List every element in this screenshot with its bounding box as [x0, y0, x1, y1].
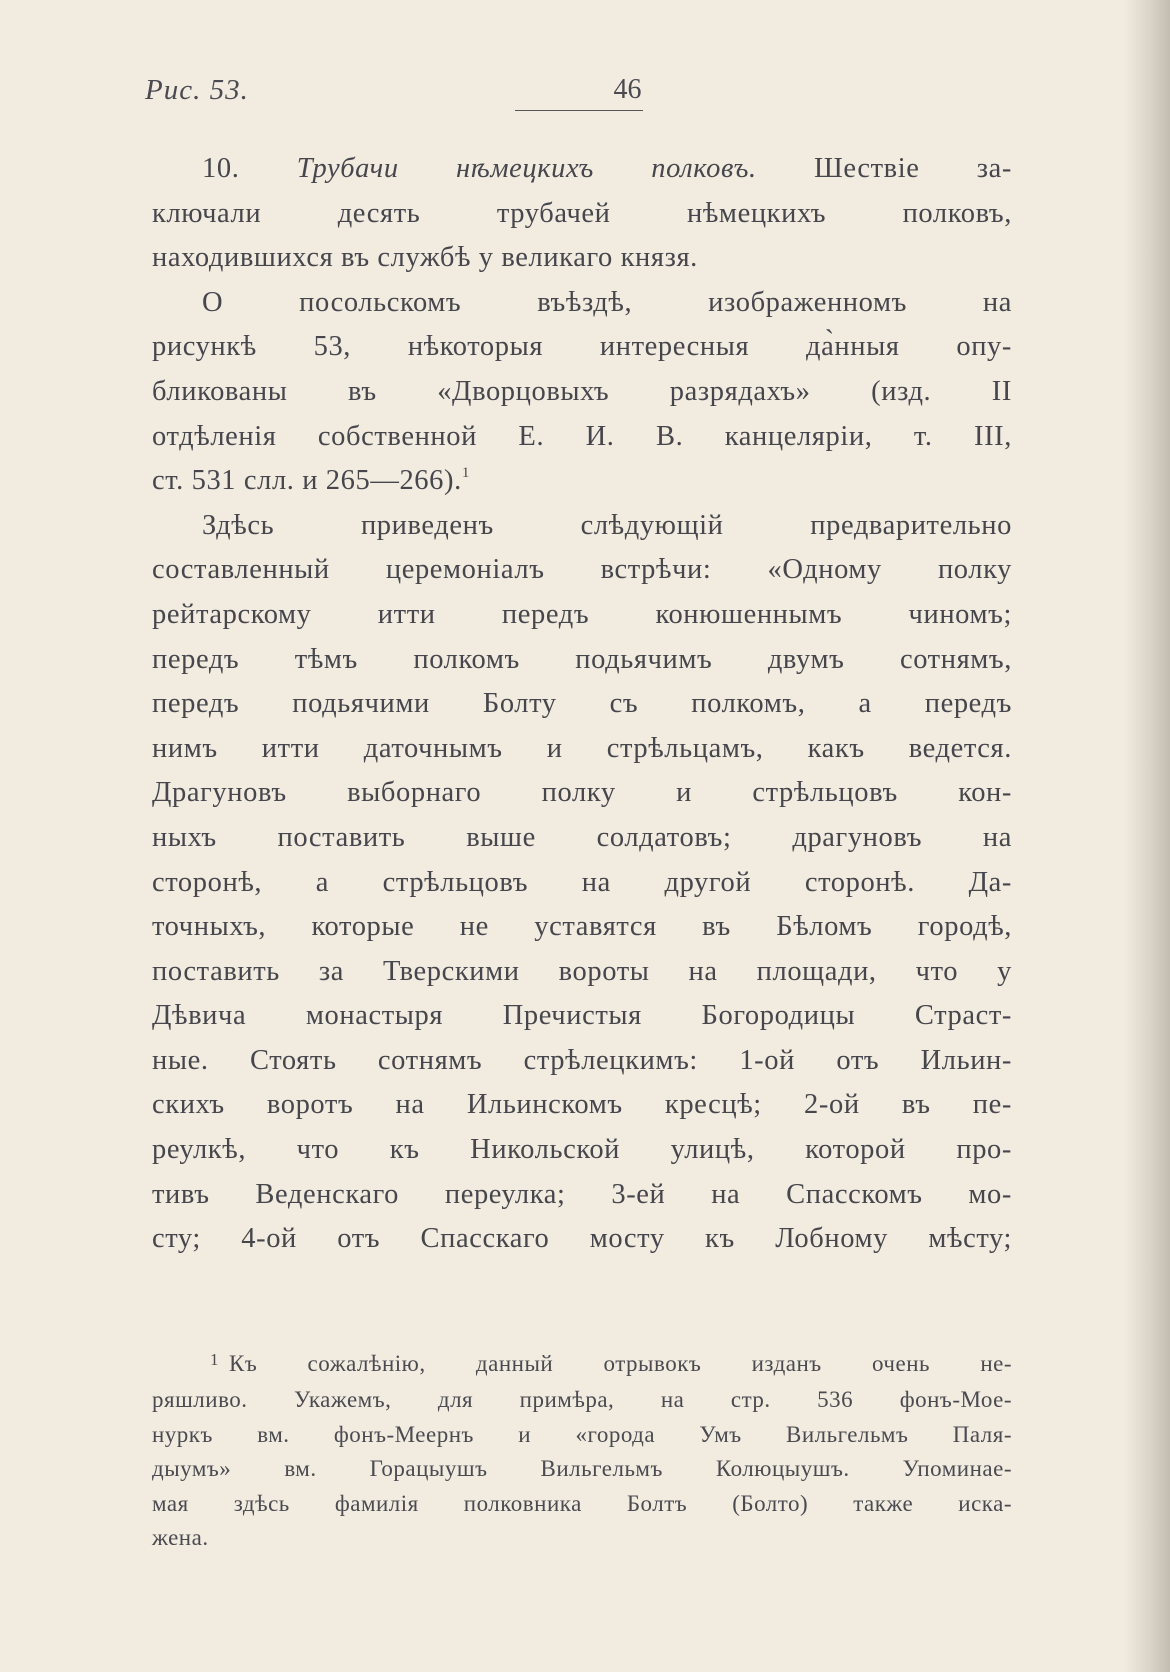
- body-line: [152, 459, 1012, 504]
- body-line-text: ст. 531 слл. и 265—266).: [152, 465, 462, 497]
- footnote-mark: 1: [210, 1350, 219, 1369]
- body-line: Драгуновъ выборнаго полку и стрѣльцовъ кон-: [152, 777, 1012, 809]
- body-line: сту; 4-ой отъ Спасскаго мосту къ Лобному мѣсту;: [152, 1223, 1012, 1255]
- footnote-line: [152, 1347, 1012, 1383]
- body-line: составленный церемоніалъ встрѣчи: «Одному полку: [152, 554, 1012, 586]
- body-line-text: Шествіе за-: [814, 153, 1012, 184]
- body-line: ные. Стоять сотнямъ стрѣлецкимъ: 1-ой отъ Ильин-: [152, 1044, 1012, 1076]
- paragraph-ceremonial: [152, 504, 1012, 1262]
- header-rule: [515, 110, 643, 111]
- body-line: [152, 147, 1012, 192]
- body-line: нимъ итти даточнымъ и стрѣльцамъ, какъ ведется.: [152, 732, 1012, 764]
- body-line: Здѣсь приведенъ слѣдующій предварительно: [202, 509, 1012, 541]
- paragraph-trumpeters: [152, 147, 1012, 281]
- page-edge-shadow: [1124, 0, 1170, 1672]
- page-number: 46: [613, 74, 642, 105]
- body-line: ныхъ поставить выше солдатовъ; драгуновъ на: [152, 821, 1012, 853]
- body-line: поставить за Тверскими вороты на площади, что у: [152, 955, 1012, 987]
- body-line: Дѣвича монастыря Пречистыя Богородицы Страст-: [152, 1000, 1012, 1032]
- body-line: отдѣленія собственной Е. И. В. канцеляріи, т. III,: [152, 420, 1012, 452]
- body-line: О посольскомъ въѣздѣ, изображенномъ на: [202, 286, 1012, 318]
- page-header: [145, 74, 1015, 114]
- body-line: тивъ Веденскаго переулка; 3-ей на Спасскомъ мо-: [152, 1178, 1012, 1210]
- body-line: ключали десять трубачей нѣмецкихъ полковъ,: [152, 197, 1012, 229]
- body-line: рисункѣ 53, нѣкоторыя интересныя да̀нныя опу-: [152, 331, 1012, 363]
- item-heading: Трубачи нѣмецкихъ полковъ.: [296, 153, 757, 184]
- paragraph-embassy-entry: [152, 281, 1012, 504]
- footnote-line-text: Къ сожалѣнію, данный отрывокъ изданъ очень не-: [229, 1351, 1012, 1376]
- body-text: [152, 147, 1012, 1262]
- body-line: рейтарскому итти передъ конюшеннымъ чиномъ;: [152, 598, 1012, 630]
- body-line: передъ подьячими Болту съ полкомъ, а передъ: [152, 688, 1012, 720]
- body-line: сторонѣ, а стрѣльцовъ на другой сторонѣ. Да-: [152, 866, 1012, 898]
- body-line: скихъ воротъ на Ильинскомъ кресцѣ; 2-ой въ пе-: [152, 1089, 1012, 1121]
- item-number: 10.: [202, 153, 240, 184]
- footnote-line: мая здѣсь фамилія полковника Болтъ (Болто) также иска-: [152, 1490, 1012, 1516]
- body-line: бликованы въ «Дворцовыхъ разрядахъ» (изд. II: [152, 375, 1012, 407]
- footnote-line: нуркъ вм. фонъ-Меернъ и «города Умъ Вильгельмъ Паля-: [152, 1421, 1012, 1447]
- body-line: реулкѣ, что къ Никольской улицѣ, которой про-: [152, 1134, 1012, 1166]
- footnote-line: дыумъ» вм. Горацыушъ Вильгельмъ Колюцыушъ. Упоминае-: [152, 1456, 1012, 1482]
- footnote-line: жена.: [152, 1525, 209, 1551]
- footnote: [152, 1347, 1012, 1555]
- body-line: передъ тѣмъ полкомъ подьячимъ двумъ сотнямъ,: [152, 643, 1012, 675]
- body-line: находившихся въ службѣ у великаго князя.: [152, 242, 698, 274]
- footnote-line: ряшливо. Укажемъ, для примѣра, на стр. 536 фонъ-Мое-: [152, 1387, 1012, 1413]
- body-line: точныхъ, которые не уставятся въ Бѣломъ городѣ,: [152, 911, 1012, 943]
- running-head: Рис. 53.: [145, 74, 249, 106]
- footnote-reference: 1: [461, 464, 470, 481]
